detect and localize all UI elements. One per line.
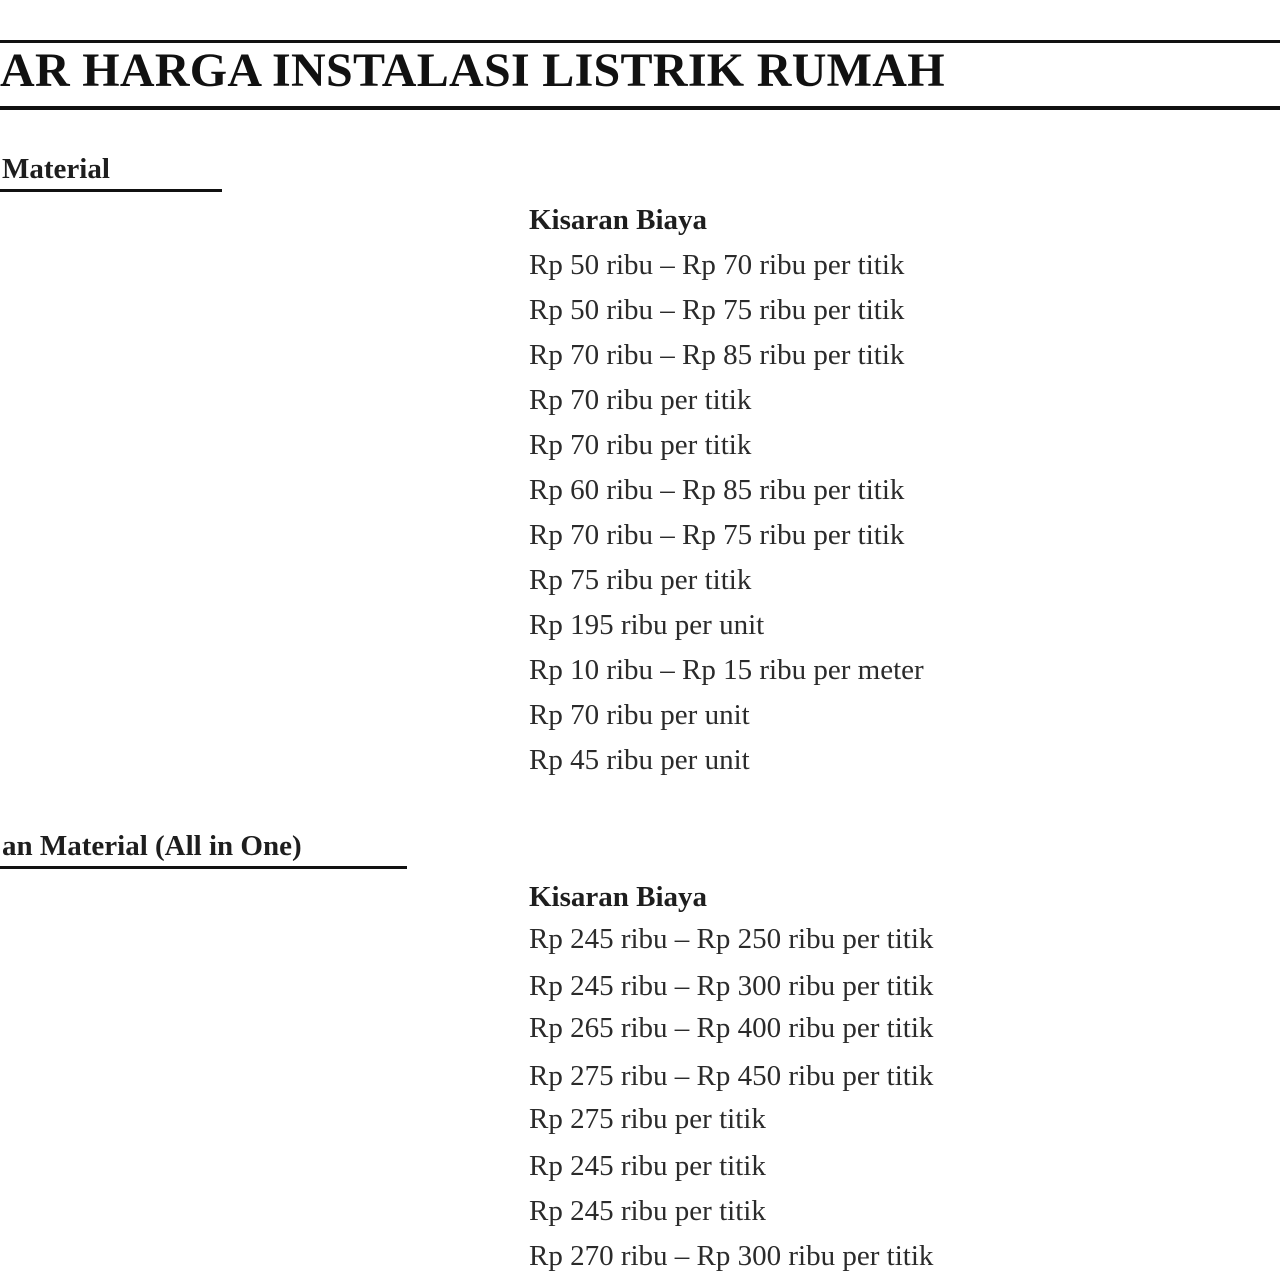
price-item: Rp 10 ribu – Rp 15 ribu per meter [529, 654, 924, 686]
price-item: Rp 70 ribu per unit [529, 699, 750, 731]
price-item: Rp 70 ribu per titik [529, 429, 752, 461]
price-item: Rp 75 ribu per titik [529, 564, 752, 596]
column-header-kisaran-biaya: Kisaran Biaya [529, 881, 708, 913]
column-header-kisaran-biaya: Kisaran Biaya [529, 204, 708, 236]
price-item: Rp 45 ribu per unit [529, 744, 750, 776]
price-item: Rp 50 ribu – Rp 75 ribu per titik [529, 294, 905, 326]
section-heading-underline [0, 866, 407, 869]
price-item: Rp 265 ribu – Rp 400 ribu per titik [529, 1012, 934, 1044]
price-item: Rp 195 ribu per unit [529, 609, 765, 641]
section-heading-underline [0, 189, 222, 192]
price-item: Rp 275 ribu per titik [529, 1103, 766, 1135]
price-item: Rp 60 ribu – Rp 85 ribu per titik [529, 474, 905, 506]
section-heading-material: Material [2, 153, 110, 185]
title-bottom-rule [0, 106, 1280, 110]
price-item: Rp 270 ribu – Rp 300 ribu per titik [529, 1240, 934, 1272]
price-item: Rp 245 ribu – Rp 300 ribu per titik [529, 970, 934, 1002]
price-item: Rp 70 ribu – Rp 85 ribu per titik [529, 339, 905, 371]
price-item: Rp 245 ribu per titik [529, 1150, 766, 1182]
price-item: Rp 245 ribu per titik [529, 1195, 766, 1227]
price-item: Rp 70 ribu – Rp 75 ribu per titik [529, 519, 905, 551]
page-title: AR HARGA INSTALASI LISTRIK RUMAH [0, 44, 945, 97]
price-item: Rp 275 ribu – Rp 450 ribu per titik [529, 1060, 934, 1092]
price-item: Rp 50 ribu – Rp 70 ribu per titik [529, 249, 905, 281]
price-item: Rp 70 ribu per titik [529, 384, 752, 416]
price-item: Rp 245 ribu – Rp 250 ribu per titik [529, 923, 934, 955]
section-heading-all-in-one: an Material (All in One) [2, 830, 302, 862]
